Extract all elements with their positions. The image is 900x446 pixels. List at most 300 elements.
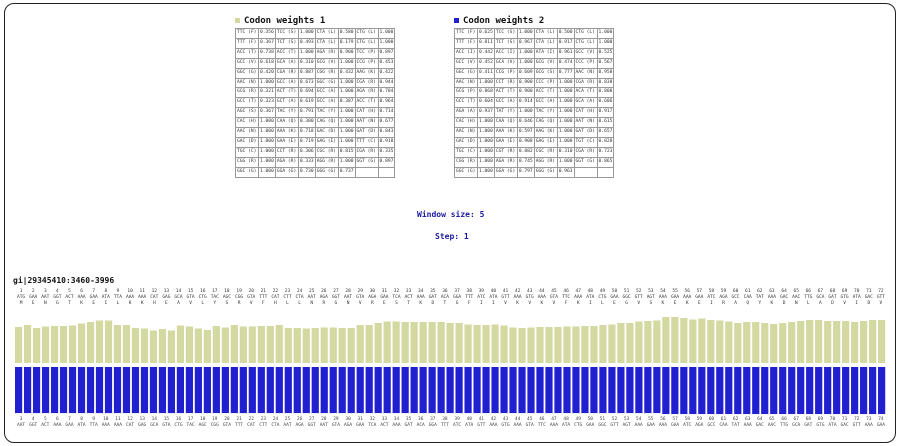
weight1-bar <box>509 328 516 364</box>
weight2-bar <box>33 367 40 413</box>
table-row <box>236 137 395 147</box>
weight1-bar <box>303 329 310 364</box>
weight-cell: 0.882 <box>517 147 534 157</box>
position-label: 34 <box>417 289 424 294</box>
amino-acid-label: I <box>588 301 592 306</box>
codon-cell: CGC (R) <box>534 147 557 157</box>
weight2-bar <box>159 367 166 413</box>
amino-acid-label: F <box>564 301 568 306</box>
amino-acid-label: S <box>225 301 229 306</box>
codon-label: AAT <box>319 423 328 428</box>
codon-label: GTG <box>840 295 849 300</box>
codon-cell: AGA (R) <box>494 157 517 167</box>
weight-cell: 0.961 <box>557 48 574 58</box>
amino-acid-label: K <box>661 301 665 306</box>
weight-cell: 0.333 <box>298 157 315 167</box>
weight-cell: 0.179 <box>338 38 355 48</box>
position-label: 9 <box>92 417 96 422</box>
weight1-bar <box>132 328 139 363</box>
weight2-bar <box>204 367 211 413</box>
weight-cell: 1.000 <box>298 29 315 39</box>
table-row <box>236 128 395 138</box>
weight-cell <box>378 167 395 177</box>
codon-weights-table-2 <box>454 28 614 178</box>
codon-label: TTA <box>113 295 122 300</box>
codon-label: ATC <box>683 423 692 428</box>
amino-acid-label: V <box>358 301 362 306</box>
weight-cell: 0.937 <box>478 108 495 118</box>
amino-acid-label: H <box>152 301 156 306</box>
weight-cell: 1.000 <box>378 29 395 39</box>
codon-label: AGT <box>646 295 655 300</box>
codon-label: GCC <box>731 295 740 300</box>
position-label: 29 <box>333 417 339 422</box>
weight2-bar <box>797 367 804 414</box>
table-row <box>236 147 395 157</box>
table-row <box>236 98 395 108</box>
codon-label: AAA <box>77 295 86 300</box>
codon-cell: GCC (A) <box>494 98 517 108</box>
codon-label: GGT <box>331 295 340 300</box>
codon-cell: GCG (P) <box>455 88 478 98</box>
amino-acid-label: V <box>843 301 846 306</box>
weight2-bar <box>554 367 561 413</box>
weight1-bar <box>312 328 319 363</box>
codon-label: TAC <box>210 295 219 300</box>
weight-cell: 0.597 <box>517 128 534 138</box>
codon-cell: CAC (H) <box>455 118 478 128</box>
table-row <box>455 78 614 88</box>
amino-acid-label: K <box>140 301 144 306</box>
weight1-bar <box>159 329 166 363</box>
weight-cell: 0.452 <box>478 58 495 68</box>
codon-label: GAA <box>356 423 365 428</box>
weight1-bar <box>141 329 148 364</box>
weight-cell: 0.306 <box>298 147 315 157</box>
codon-label: AAA <box>537 295 546 300</box>
weight1-bar <box>770 324 777 363</box>
weight2-bar <box>464 367 471 413</box>
weight-cell: 1.000 <box>517 48 534 58</box>
position-label: 11 <box>139 289 145 294</box>
codon-cell: GAC (D) <box>236 137 259 147</box>
position-label: 62 <box>757 289 763 294</box>
weight-cell: 1.000 <box>557 98 574 108</box>
weight-cell: 0.694 <box>298 88 315 98</box>
weight-cell: 1.000 <box>338 108 355 118</box>
codon-cell: CCG (P) <box>355 58 378 68</box>
codon-cell: TCC (S) <box>275 29 298 39</box>
weight1-bar <box>473 325 480 363</box>
weight-cell: 0.442 <box>478 48 495 58</box>
codon-label: ATC <box>707 295 716 300</box>
codon-label: AGA <box>319 295 328 300</box>
position-label: 69 <box>817 417 824 422</box>
weight2-bar <box>303 367 310 413</box>
weight2-bar <box>842 367 849 414</box>
weight-cell: 0.917 <box>557 38 574 48</box>
weight-cell: 0.335 <box>378 147 395 157</box>
position-label: 62 <box>732 417 739 422</box>
position-label: 31 <box>381 289 388 294</box>
position-label: 43 <box>526 289 533 294</box>
codon-cell: CGA (R) <box>574 147 597 157</box>
weight2-bar <box>806 367 813 414</box>
codon-label: AAA <box>489 423 498 428</box>
weight1-bar <box>698 319 705 364</box>
amino-acid-label: L <box>286 301 289 306</box>
codon-label: CAT <box>247 423 256 428</box>
codon-label: GTT <box>852 423 861 428</box>
amino-acid-label: N <box>346 301 350 306</box>
codon-cell: GGT (G) <box>355 157 378 167</box>
weight2-bar <box>599 367 606 413</box>
codon-label: GGT <box>53 295 62 300</box>
codon-label: TTG <box>780 423 789 428</box>
codon-cell: TAC (Y) <box>315 108 338 118</box>
table-row <box>455 29 614 39</box>
weight2-bar <box>402 367 409 413</box>
codon-label: ATA <box>101 295 110 300</box>
weight2-bar <box>527 367 534 413</box>
codon-cell: AAG (K) <box>534 128 557 138</box>
weight-cell: 0.944 <box>378 78 395 88</box>
weight2-bar <box>429 367 436 413</box>
position-label: 15 <box>187 289 194 294</box>
weight2-bar <box>69 367 76 413</box>
codon-label: GAC <box>864 295 873 300</box>
codon-label: AAA <box>53 423 62 428</box>
position-label: 13 <box>139 417 145 422</box>
weight2-bar <box>680 367 687 414</box>
position-label: 66 <box>781 417 787 422</box>
weight2-bar <box>653 367 660 413</box>
weight2-bar <box>734 367 741 414</box>
codon-cell: CGA (R) <box>355 78 378 88</box>
codon-cell: AGG (R) <box>315 157 338 167</box>
codon-label: AAA <box>864 423 873 428</box>
amino-acid-label: V <box>249 301 253 306</box>
position-label: 18 <box>224 289 230 294</box>
table-row <box>236 58 395 68</box>
weight2-bar <box>581 367 588 413</box>
amino-acid-label: A <box>819 301 822 306</box>
position-label: 41 <box>478 417 485 422</box>
codon-cell: CTG (L) <box>355 38 378 48</box>
codon-cell: AAT (N) <box>574 118 597 128</box>
position-label: 20 <box>224 417 230 422</box>
position-label: 8 <box>104 289 108 294</box>
codon-label: CTT <box>259 423 268 428</box>
position-label: 3 <box>19 417 23 422</box>
codon-label: GTA <box>525 423 534 428</box>
position-label: 52 <box>611 417 618 422</box>
codon-cell: GAA (E) <box>275 137 298 147</box>
table-row <box>236 157 395 167</box>
legend-codon-weights-1 <box>235 16 325 26</box>
position-label: 7 <box>92 289 96 294</box>
weight1-bar <box>680 318 687 363</box>
weight2-bar <box>330 367 337 413</box>
weight1-bar <box>438 322 445 363</box>
weight1-bar <box>788 322 795 363</box>
weight-cell: 0.356 <box>259 29 276 39</box>
weight-cell: 1.000 <box>338 58 355 68</box>
position-label: 46 <box>539 417 545 422</box>
weight2-bar <box>105 367 112 413</box>
codon-label: GCA <box>816 295 825 300</box>
codon-label: AGT <box>622 423 631 428</box>
position-label: 35 <box>430 289 436 294</box>
weight2-bar <box>536 367 543 413</box>
codon-label: AAA <box>513 423 522 428</box>
codon-label: GTT <box>634 295 643 300</box>
amino-acid-label: R <box>370 301 374 306</box>
codon-cell: AGA (A) <box>455 108 478 118</box>
weight2-bar <box>60 367 67 413</box>
amino-acid-label: L <box>116 301 120 306</box>
amino-acid-label: H <box>274 301 277 306</box>
position-label: 24 <box>272 417 279 422</box>
position-label: 53 <box>648 289 654 294</box>
position-label: 68 <box>805 417 812 422</box>
position-label: 44 <box>514 417 521 422</box>
codon-label: ATA <box>586 295 595 300</box>
weight2-bar <box>150 367 157 413</box>
weight1-bar <box>842 321 849 363</box>
amino-acid-label: E <box>165 301 168 306</box>
weight-cell: 0.432 <box>338 68 355 78</box>
codon-cell: TAT (Y) <box>494 108 517 118</box>
weight1-bar <box>707 320 714 363</box>
weight2-bar <box>617 367 624 413</box>
position-label: 19 <box>236 289 242 294</box>
weight1-bar <box>105 321 112 364</box>
codon-label: TAT <box>755 295 764 300</box>
position-label: 67 <box>793 417 799 422</box>
amino-acid-label: E <box>673 301 677 306</box>
codon-label: AGA <box>344 423 353 428</box>
codon-label: ACT <box>380 423 389 428</box>
weight2-bar <box>393 367 400 413</box>
codon-cell: TCT (S) <box>494 38 517 48</box>
amino-acid-label: R <box>722 301 725 306</box>
weight1-bar <box>78 324 85 364</box>
position-label: 23 <box>260 417 267 422</box>
codon-label: ATA <box>562 423 571 428</box>
weight-cell: 0.917 <box>597 108 614 118</box>
weight1-bar <box>599 325 606 363</box>
codon-label: AAA <box>743 423 752 428</box>
codon-label: TTT <box>440 423 449 428</box>
weight1-bar <box>671 317 678 363</box>
codon-label: AAA <box>634 423 643 428</box>
codon-cell: AGG (R) <box>534 157 557 167</box>
codon-label: GTT <box>501 295 510 300</box>
weight-cell: 0.719 <box>298 137 315 147</box>
codon-label: GGA <box>453 295 462 300</box>
amino-acid-label: G <box>334 301 338 306</box>
amino-acid-label: F <box>467 301 471 306</box>
position-label: 59 <box>696 417 703 422</box>
weight1-bar <box>572 327 579 364</box>
weight-cell: 0.387 <box>338 98 355 108</box>
position-label: 14 <box>175 289 182 294</box>
codon-cell: TTT (F) <box>455 38 478 48</box>
weight-cell: 1.000 <box>259 137 276 147</box>
weight2-bar <box>626 367 633 413</box>
position-label: 16 <box>175 417 182 422</box>
weight-cell: 1.000 <box>478 118 495 128</box>
position-label: 74 <box>878 417 884 422</box>
table-row <box>236 48 395 58</box>
weight-cell: 1.000 <box>478 78 495 88</box>
position-label: 4 <box>56 289 59 294</box>
sequence-id: gi|29345410:3460-3996 <box>13 276 115 285</box>
weight-cell: 1.000 <box>259 118 276 128</box>
position-label: 54 <box>660 289 666 294</box>
weight-cell: 0.811 <box>478 38 495 48</box>
weight2-bar <box>878 367 885 414</box>
codon-adaptation-chart <box>11 287 891 437</box>
codon-cell: CGT (R) <box>494 147 517 157</box>
position-label: 25 <box>284 417 291 422</box>
weight-cell: 0.321 <box>259 88 276 98</box>
codon-cell: GCG (S) <box>534 68 557 78</box>
position-label: 29 <box>357 289 363 294</box>
weight1-bar <box>249 327 256 364</box>
position-label: 5 <box>68 289 71 294</box>
amino-acid-label: I <box>479 301 483 306</box>
position-label: 10 <box>103 417 109 422</box>
weight-cell: 0.493 <box>298 38 315 48</box>
weight-cell: 1.000 <box>478 137 495 147</box>
weight-cell: 0.900 <box>517 78 534 88</box>
codon-cell: GAG (E) <box>534 137 557 147</box>
codon-cell: AAA (K) <box>275 128 298 138</box>
weight-cell: 0.745 <box>517 157 534 167</box>
weight-cell: 0.453 <box>378 58 395 68</box>
weight2-bar <box>707 367 714 414</box>
codon-cell: TCT (S) <box>275 38 298 48</box>
position-label: 58 <box>708 289 715 294</box>
position-label: 55 <box>648 417 654 422</box>
weight2-bar <box>177 367 184 413</box>
codon-label: ATC <box>477 295 486 300</box>
codon-label: AGA <box>368 295 377 300</box>
codon-cell: CCC (P) <box>534 78 557 88</box>
weight1-bar <box>213 326 220 363</box>
table-row <box>236 167 395 177</box>
codon-label: ATA <box>852 295 861 300</box>
codon-cell: ACC (T) <box>534 88 557 98</box>
weight-cell: 0.422 <box>378 68 395 78</box>
codon-cell: CCG (P) <box>494 68 517 78</box>
weight2-bar <box>770 367 777 414</box>
codon-cell: AGA (R) <box>275 157 298 167</box>
weight1-bar <box>231 325 238 363</box>
weight2-bar <box>644 367 651 413</box>
amino-acid-label: V <box>504 301 507 306</box>
amino-acid-label: K <box>770 301 774 306</box>
codon-label: GAA <box>65 423 74 428</box>
position-label: 43 <box>502 417 509 422</box>
table-row <box>455 58 614 68</box>
position-label: 54 <box>635 417 642 422</box>
codon-cell: CTG (L) <box>574 29 597 39</box>
codon-label: AAA <box>126 295 135 300</box>
position-label: 13 <box>163 289 170 294</box>
position-label: 42 <box>514 289 521 294</box>
codon-label: GTG <box>816 423 825 428</box>
codon-cell: GAG (E) <box>315 137 338 147</box>
weight2-bar <box>195 367 202 413</box>
codon-label: AAA <box>113 423 122 428</box>
codon-label: GGT <box>307 423 316 428</box>
position-label: 39 <box>478 289 485 294</box>
table-row <box>455 88 614 98</box>
weight1-bar <box>644 321 651 363</box>
weight2-bar <box>689 367 696 414</box>
weight2-bar <box>375 367 382 413</box>
codon-label: TCA <box>392 295 401 300</box>
codon-label: GCA <box>174 295 183 300</box>
codon-label: GAA <box>671 295 680 300</box>
weight-cell: 0.777 <box>557 68 574 78</box>
amino-acid-label: D <box>782 301 786 306</box>
weight1-bar <box>276 325 283 363</box>
position-label: 27 <box>333 289 339 294</box>
codon-cell: TTC (F) <box>455 29 478 39</box>
weight1-bar <box>869 320 876 363</box>
amino-acid-label: R <box>322 301 326 306</box>
position-label: 20 <box>248 289 254 294</box>
codon-label: ATA <box>828 423 837 428</box>
amino-acid-label: V <box>879 301 883 306</box>
codon-label: ACA <box>440 295 449 300</box>
weight1-bar <box>626 323 633 363</box>
codon-cell: AAC (N) <box>236 78 259 88</box>
codon-cell: AAA (K) <box>494 128 517 138</box>
codon-label: TTC <box>562 295 571 300</box>
position-label: 17 <box>212 289 218 294</box>
weight-cell: 0.619 <box>298 98 315 108</box>
position-label: 37 <box>430 417 436 422</box>
weight2-bar <box>348 367 355 413</box>
weight2-bar <box>447 367 454 413</box>
codon-cell: AAC (N) <box>455 128 478 138</box>
position-label: 38 <box>442 417 448 422</box>
codon-label: GTA <box>222 423 231 428</box>
codon-cell: CTA (L) <box>315 38 338 48</box>
position-label: 35 <box>405 417 412 422</box>
position-label: 57 <box>672 417 678 422</box>
weight2-bar <box>15 367 22 413</box>
codon-label: GTA <box>247 295 256 300</box>
codon-label: ATA <box>465 423 474 428</box>
position-label: 30 <box>369 289 376 294</box>
amino-acid-label: S <box>649 301 653 306</box>
table-row <box>455 98 614 108</box>
weight-cell: 1.000 <box>478 147 495 157</box>
codon-label: TTT <box>465 295 474 300</box>
codon-label: CTT <box>283 295 292 300</box>
weight2-bar <box>662 367 669 414</box>
weight-cell: 0.737 <box>338 167 355 177</box>
position-label: 70 <box>853 289 860 294</box>
weight-cell: 0.900 <box>517 88 534 98</box>
amino-acid-label: T <box>443 301 447 306</box>
